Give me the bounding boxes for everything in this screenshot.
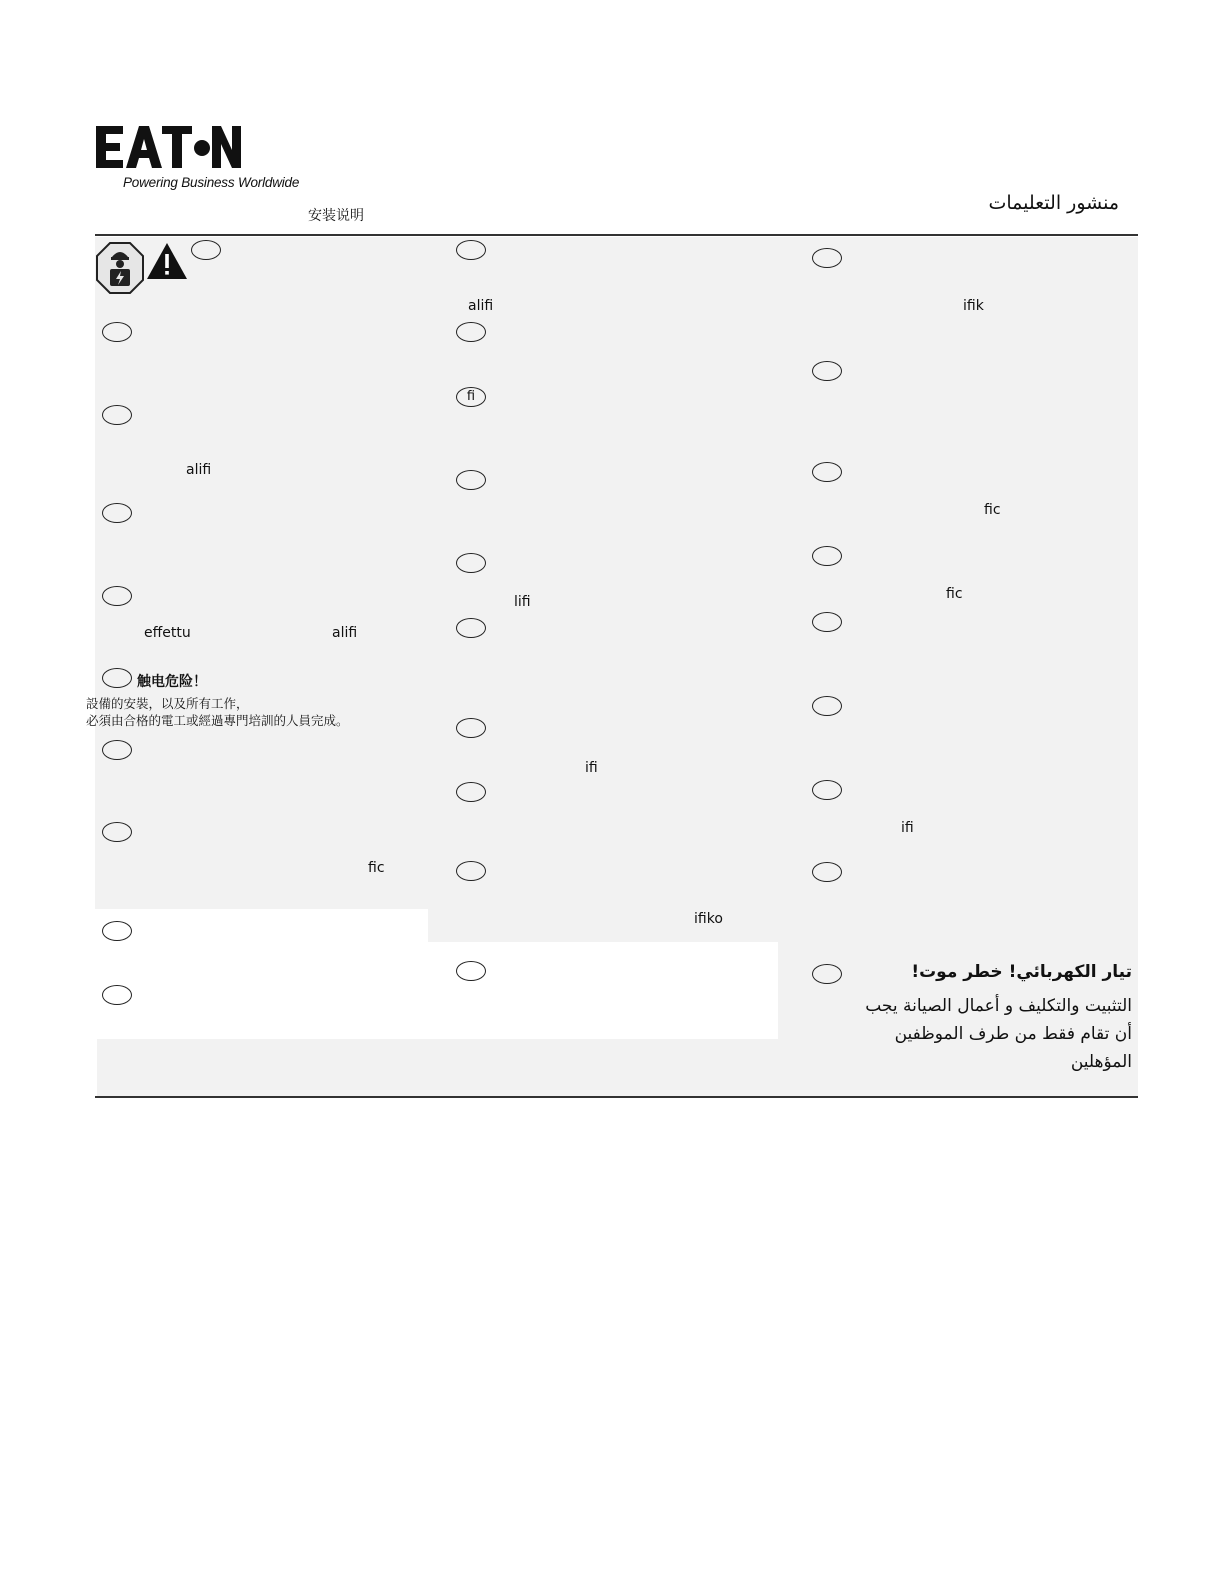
language-badge: [102, 668, 132, 688]
ar-warning-line: المؤهلين: [1070, 1052, 1132, 1072]
ar-warning-line: أن تقام فقط من طرف الموظفين: [894, 1024, 1132, 1044]
panel-edge: [95, 1039, 97, 1097]
text-fragment: alifi: [332, 625, 358, 641]
language-badge: fi: [456, 387, 486, 407]
text-fragment: effettu: [144, 625, 191, 641]
language-badge: [102, 921, 132, 941]
language-badge: [812, 248, 842, 268]
language-badge: [812, 862, 842, 882]
language-badge: [456, 470, 486, 490]
panel-notch-left: [95, 909, 428, 1039]
text-fragment: ifik: [963, 298, 984, 314]
zh-warning-line: 設備的安裝，以及所有工作，: [86, 696, 249, 711]
warning-triangle-icon: [146, 242, 188, 284]
ar-warning-heading: تيار الكهربائي! خطر موت!: [911, 962, 1132, 982]
title-arabic: منشور التعليمات: [988, 192, 1119, 214]
language-badge: [812, 696, 842, 716]
language-badge: [191, 240, 221, 260]
language-badge: [812, 780, 842, 800]
zh-warning-line: 必須由合格的電工或經過專門培訓的人員完成。: [86, 713, 349, 728]
language-badge: [456, 553, 486, 573]
language-badge: [456, 618, 486, 638]
language-badge: [102, 822, 132, 842]
text-fragment: alifi: [468, 298, 494, 314]
eaton-logo: [96, 126, 296, 168]
language-badge: [456, 718, 486, 738]
brand-tagline: Powering Business Worldwide: [123, 175, 300, 190]
eaton-wordmark: [96, 126, 241, 168]
text-fragment: alifi: [186, 462, 212, 478]
language-badge: [102, 322, 132, 342]
text-fragment: ifiko: [694, 911, 723, 927]
language-badge: [456, 240, 486, 260]
top-rule: [95, 234, 1138, 236]
title-chinese: 安装说明: [308, 208, 364, 224]
text-fragment: fic: [984, 502, 1001, 518]
text-fragment: fic: [368, 860, 385, 876]
electrician-icon: [96, 242, 144, 298]
language-badge: [102, 586, 132, 606]
text-fragment: fic: [946, 586, 963, 602]
language-badge: [812, 462, 842, 482]
language-badge: [812, 612, 842, 632]
language-badge: [102, 405, 132, 425]
language-badge: [812, 546, 842, 566]
language-badge: [456, 861, 486, 881]
text-fragment: ifi: [901, 820, 914, 836]
language-badge: [102, 503, 132, 523]
language-badge: [456, 322, 486, 342]
language-badge: [456, 961, 486, 981]
zh-warning-heading: 触电危险！: [137, 674, 207, 690]
language-badge: [456, 782, 486, 802]
bottom-rule: [95, 1096, 1138, 1098]
language-badge: [812, 964, 842, 984]
language-badge: [812, 361, 842, 381]
text-fragment: ifi: [585, 760, 598, 776]
ar-warning-line: التثبيت والتكليف و أعمال الصيانة يجب: [865, 996, 1132, 1016]
text-fragment: lifi: [514, 594, 531, 610]
panel-notch-middle: [428, 942, 778, 1039]
language-badge: [102, 740, 132, 760]
language-badge: [102, 985, 132, 1005]
